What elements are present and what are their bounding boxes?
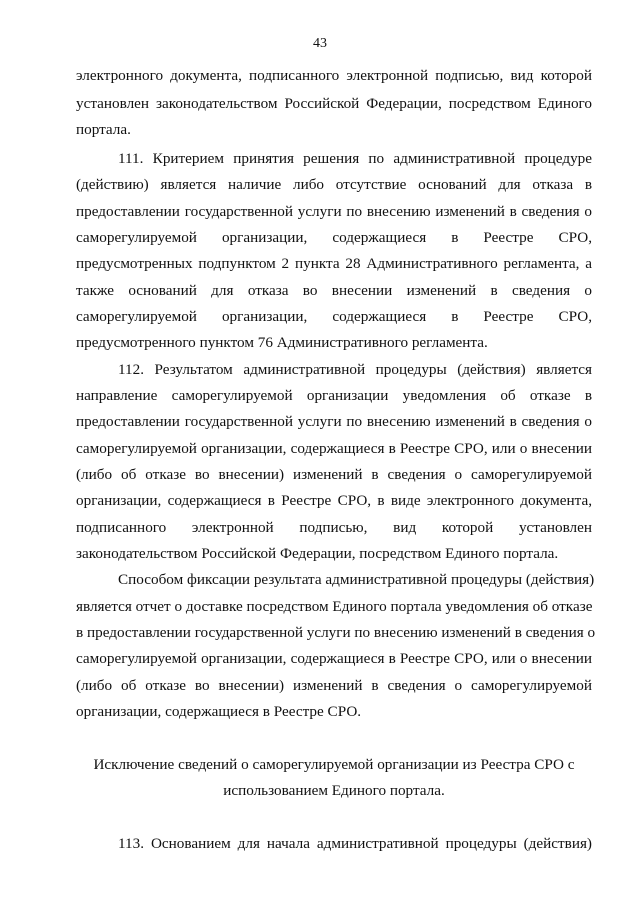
text-line: саморегулируемой организации, содержащиеся в Реестре СРО, <box>76 229 592 246</box>
text-line: (либо об отказе во внесении) изменений в сведения о саморегулируемой <box>76 677 592 694</box>
paragraph-112-start: 112. Результатом административной процедуры (действия) является <box>118 361 592 378</box>
text-line: (действию) является наличие либо отсутствие оснований для отказа в <box>76 176 592 193</box>
text-line: (либо об отказе во внесении) изменений в сведения о саморегулируемой <box>76 466 592 483</box>
paragraph-111-start: 111. Критерием принятия решения по административной процедуре <box>118 150 592 167</box>
text-line: организации, содержащиеся в Реестре СРО. <box>76 703 362 720</box>
text-line: установлен законодательством Российской Федерации, посредством Единого <box>76 95 592 112</box>
text-line: предоставлении государственной услуги по внесению изменений в сведения о <box>76 413 592 430</box>
text-line: электронного документа, подписанного электронной подписью, вид которой <box>76 67 592 84</box>
text-line: портала. <box>76 121 131 138</box>
text-line: законодательством Российской Федерации, посредством Единого портала. <box>76 545 559 562</box>
text-line: в предоставлении государственной услуги по внесению изменений в сведения о <box>76 624 596 641</box>
section-heading-continued: использованием Единого портала. <box>223 782 445 799</box>
text-line: организации, содержащиеся в Реестре СРО, в виде электронного документа, <box>76 492 592 509</box>
text-line: саморегулируемой организации, содержащиеся в Реестре СРО, <box>76 308 592 325</box>
text-line: предусмотренных подпунктом 2 пункта 28 Административного регламента, а <box>76 255 592 272</box>
text-line: является отчет о доставке посредством Единого портала уведомления об отказе <box>76 598 593 615</box>
text-line: направление саморегулируемой организации уведомления об отказе в <box>76 387 592 404</box>
text-line: предусмотренного пунктом 76 Административного регламента. <box>76 334 488 351</box>
page-number: 43 <box>313 36 327 51</box>
paragraph-fixation-start: Способом фиксации результата административной процедуры (действия) <box>118 571 595 588</box>
text-line: подписанного электронной подписью, вид которой установлен <box>76 519 592 536</box>
paragraph-113-start: 113. Основанием для начала административной процедуры (действия) <box>118 835 592 852</box>
text-line: предоставлении государственной услуги по внесению изменений в сведения о <box>76 203 592 220</box>
text-line: также оснований для отказа во внесении изменений в сведения о <box>76 282 592 299</box>
section-heading: Исключение сведений о саморегулируемой организации из Реестра СРО с <box>93 756 575 773</box>
text-line: саморегулируемой организации, содержащиеся в Реестре СРО, или о внесении <box>76 440 592 457</box>
text-line: саморегулируемой организации, содержащиеся в Реестре СРО, или о внесении <box>76 650 592 667</box>
